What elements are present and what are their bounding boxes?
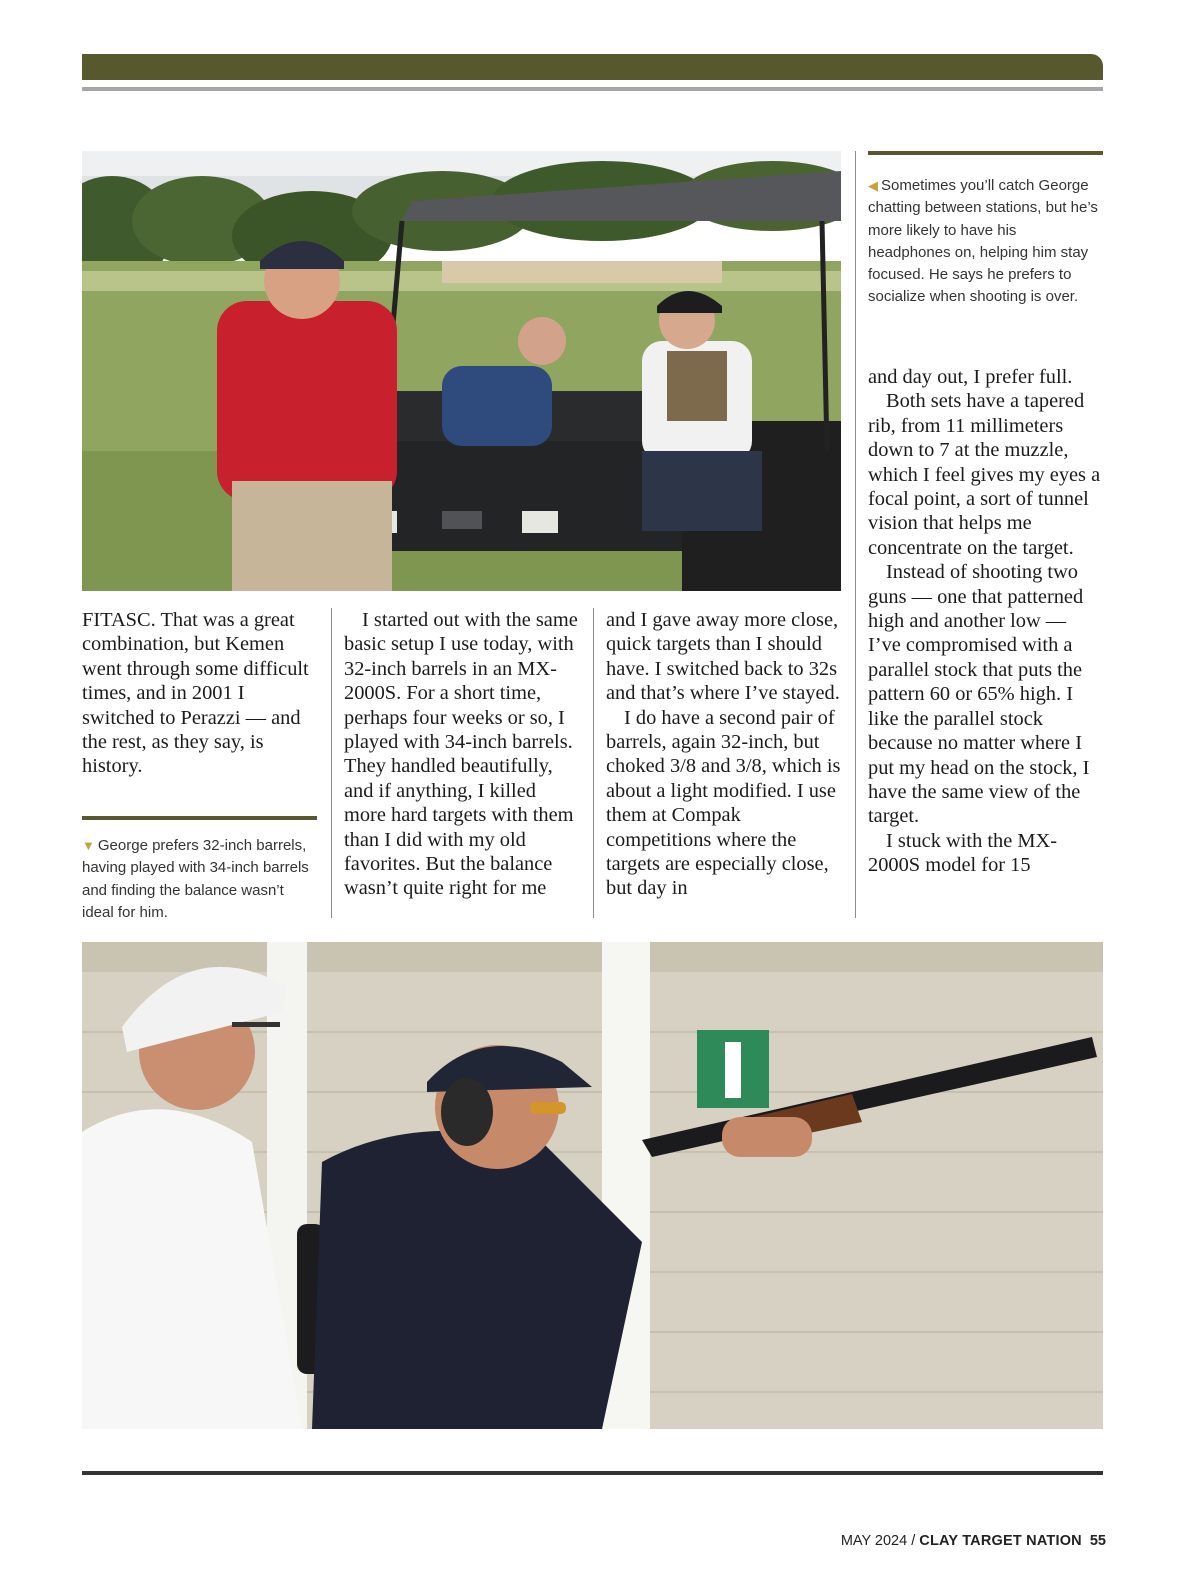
article-column-2 (344, 608, 580, 901)
paragraph: Both sets have a tapered rib, from 11 millimeters down to 7 at the muzzle, which I feel gives my eyes a focal point, a sort of tunnel vision that helps me concentrate on the target. (868, 390, 1101, 559)
article-column-3 (606, 608, 842, 901)
caption-rule-left (82, 816, 317, 820)
magazine-name: CLAY TARGET NATION (919, 1533, 1082, 1549)
down-triangle-icon: ▼ (82, 838, 95, 853)
paragraph: FITASC. That was a great combination, but Kemen went through some difficult times, and in 2001 I switched to Perazzi — and the rest, as they say, is history. (82, 609, 309, 778)
paragraph: I do have a second pair of barrels, again 32-inch, but choked 3/8 and 3/8, which is about a light modified. I use them at Compak competitions where the targets are especially close, but day in (606, 706, 841, 900)
paragraph: and I gave away more close, quick targets than I should have. I switched back to 32s and that’s where I’ve stayed. (606, 609, 840, 705)
article-column-4 (868, 365, 1104, 878)
page-number: 55 (1089, 1533, 1106, 1549)
column-divider (855, 151, 856, 918)
footer-rule (82, 1471, 1103, 1475)
photo-golf-cart-scene (82, 151, 841, 591)
photo-caption-left (82, 835, 317, 924)
photo-caption-left-text: George prefers 32-inch barrels, having played with 34-inch barrels and finding the balance wasn’t ideal for him. (82, 837, 309, 921)
paragraph: Instead of shooting two guns — one that patterned high and another low — I’ve compromised with a parallel stock that puts the pattern 60 or 65% high. I like the parallel stock because no matter where I put my head on the stock, I have the same view of the target. (868, 561, 1090, 828)
photo-shooter-with-shotgun (82, 942, 1103, 1429)
column-divider (593, 608, 594, 918)
page-folio (841, 1533, 1106, 1549)
paragraph: I started out with the same basic setup I use today, with 32-inch barrels in an MX-2000S. For a short time, perhaps four weeks or so, I played with 34-inch barrels. They handled beautifully, and if anything, I killed more hard targets with them than I did with my old favorites. But the balance wasn’t quite right for me (344, 609, 578, 900)
article-column-1 (82, 608, 318, 779)
paragraph: I stuck with the MX-2000S model for 15 (868, 829, 1058, 877)
issue-date: MAY 2024 / (840, 1533, 920, 1549)
photo-caption-top (868, 175, 1098, 309)
caption-rule-top (868, 151, 1103, 155)
header-rule (82, 87, 1103, 91)
left-triangle-icon: ◀ (868, 178, 878, 193)
header-band (82, 54, 1103, 80)
photo-caption-top-text: Sometimes you’ll catch George chatting between stations, but he’s more likely to have his headphones on, helping him stay focused. He says he prefers to socialize when shooting is over. (868, 177, 1098, 306)
column-divider (331, 608, 332, 918)
paragraph: and day out, I prefer full. (868, 366, 1073, 388)
